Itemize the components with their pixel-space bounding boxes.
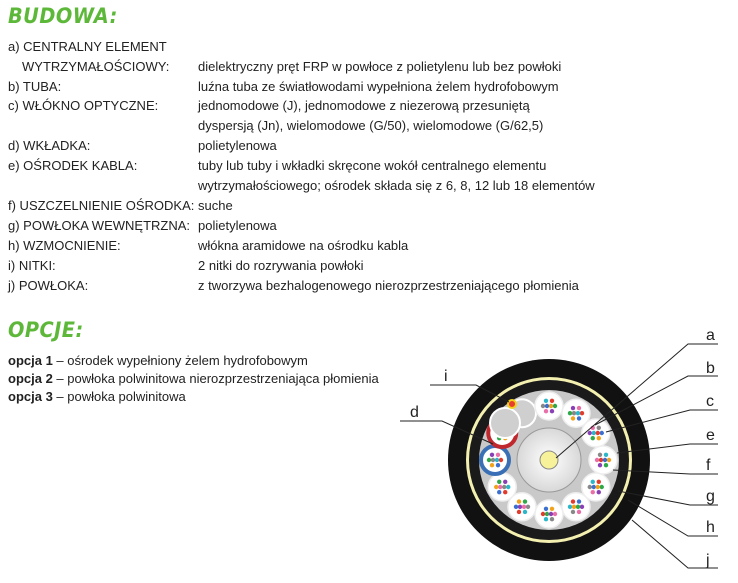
optical-fiber	[588, 431, 592, 435]
item-d-value: polietylenowa	[198, 138, 277, 153]
item-a-value: dielektryczny pręt FRP w powłoce z polietylenu lub bez powłoki	[198, 59, 562, 74]
callout-b: b	[706, 360, 715, 377]
item-i-value: 2 nitki do rozrywania powłoki	[198, 258, 364, 273]
ripcord	[508, 400, 516, 408]
optical-fiber	[603, 458, 607, 462]
optical-fiber	[544, 517, 548, 521]
optical-fiber	[600, 431, 604, 435]
item-b-value: luźna tuba ze światłowodami wypełniona żelem hydrofobowym	[198, 79, 559, 94]
option-3-name: opcja 3	[8, 389, 53, 404]
optical-fiber	[487, 458, 491, 462]
item-d-label: d) WKŁADKA:	[8, 138, 91, 153]
callout-i: i	[444, 368, 448, 385]
optical-fiber	[544, 399, 548, 403]
option-1-name: opcja 1	[8, 353, 53, 368]
callout-g: g	[706, 488, 715, 505]
optical-fiber	[572, 411, 576, 415]
optical-fiber	[604, 453, 608, 457]
optical-fiber	[597, 426, 601, 430]
callout-d: d	[410, 404, 419, 421]
budowa-heading: BUDOWA:	[8, 4, 118, 28]
optical-fiber	[577, 406, 581, 410]
item-f-label: f) USZCZELNIENIE OŚRODKA:	[8, 198, 195, 213]
optical-fiber	[591, 490, 595, 494]
optical-fiber	[580, 505, 584, 509]
optical-fiber	[506, 485, 510, 489]
optical-fiber	[496, 463, 500, 467]
item-e-value2: wytrzymałościowego; ośrodek składa się z 6, 8, 12 lub 18 elementów	[198, 178, 595, 193]
optical-fiber	[503, 480, 507, 484]
optical-fiber	[549, 512, 553, 516]
optical-fiber	[553, 512, 557, 516]
optical-fiber	[541, 404, 545, 408]
callout-a: a	[706, 327, 715, 344]
option-2-name: opcja 2	[8, 371, 53, 386]
optical-fiber	[572, 505, 576, 509]
optical-fiber	[491, 458, 495, 462]
callout-f: f	[706, 457, 711, 474]
optical-fiber	[497, 480, 501, 484]
optical-fiber	[497, 490, 501, 494]
optical-fiber	[592, 485, 596, 489]
optical-fiber	[598, 453, 602, 457]
option-2-text: – powłoka polwinitowa nierozprzestrzeniająca płomienia	[52, 371, 379, 386]
item-g-value: polietylenowa	[198, 218, 277, 233]
item-c-label: c) WŁÓKNO OPTYCZNE:	[8, 98, 159, 113]
item-i-label: i) NITKI:	[8, 258, 56, 273]
optical-fiber	[595, 458, 599, 462]
optical-fiber	[596, 431, 600, 435]
optical-fiber	[502, 485, 506, 489]
callout-h: h	[706, 519, 715, 536]
optical-fiber	[588, 485, 592, 489]
optical-fiber	[518, 505, 522, 509]
optical-fiber	[591, 480, 595, 484]
optical-fiber	[591, 436, 595, 440]
item-e-label: e) OŚRODEK KABLA:	[8, 158, 138, 173]
optical-fiber	[577, 416, 581, 420]
optical-fiber	[592, 431, 596, 435]
optical-fiber	[550, 399, 554, 403]
optical-fiber	[544, 409, 548, 413]
callout-c: c	[706, 393, 714, 410]
optical-fiber	[597, 490, 601, 494]
optical-fiber	[571, 510, 575, 514]
optical-fiber	[517, 499, 521, 503]
optical-fiber	[607, 458, 611, 462]
filler-insert	[490, 408, 520, 438]
optical-fiber	[517, 510, 521, 514]
item-j-value: z tworzywa bezhalogenowego nierozprzestrzeniającego płomienia	[198, 278, 579, 293]
item-f-value: suche	[198, 198, 233, 213]
optical-fiber	[571, 406, 575, 410]
optical-fiber	[503, 490, 507, 494]
item-h-value: włókna aramidowe na ośrodku kabla	[198, 238, 409, 253]
optical-fiber	[600, 485, 604, 489]
callout-j: j	[706, 552, 710, 569]
optical-fiber	[568, 411, 572, 415]
optical-fiber	[599, 458, 603, 462]
opcje-heading: OPCJE:	[8, 318, 84, 342]
item-c-value: jednomodowe (J), jednomodowe z niezerową przesuniętą	[198, 98, 530, 113]
optical-fiber	[596, 485, 600, 489]
optical-fiber	[496, 453, 500, 457]
optical-fiber	[523, 499, 527, 503]
optical-fiber	[576, 505, 580, 509]
optical-fiber	[526, 505, 530, 509]
optical-fiber	[598, 463, 602, 467]
optical-fiber	[571, 416, 575, 420]
optical-fiber	[544, 507, 548, 511]
optical-fiber	[550, 409, 554, 413]
item-g-label: g) POWŁOKA WEWNĘTRZNA:	[8, 218, 191, 233]
optical-fiber	[549, 404, 553, 408]
optical-fiber	[577, 510, 581, 514]
item-a-label: a) CENTRALNY ELEMENT	[8, 39, 167, 54]
optical-fiber	[541, 512, 545, 516]
optical-fiber	[498, 485, 502, 489]
item-c-value2: dyspersją (Jn), wielomodowe (G/50), wielomodowe (G/62,5)	[198, 118, 544, 133]
optical-fiber	[577, 499, 581, 503]
optical-fiber	[576, 411, 580, 415]
optical-fiber	[490, 463, 494, 467]
optical-fiber	[545, 404, 549, 408]
optical-fiber	[553, 404, 557, 408]
optical-fiber	[597, 480, 601, 484]
optical-fiber	[597, 436, 601, 440]
optical-fiber	[550, 507, 554, 511]
optical-fiber	[523, 510, 527, 514]
callout-e: e	[706, 427, 715, 444]
item-j-label: j) POWŁOKA:	[8, 278, 89, 293]
optical-fiber	[499, 458, 503, 462]
optical-fiber	[494, 485, 498, 489]
optical-fiber	[522, 505, 526, 509]
optical-fiber	[545, 512, 549, 516]
optical-fiber	[580, 411, 584, 415]
optical-fiber	[514, 505, 518, 509]
option-1-text: – ośrodek wypełniony żelem hydrofobowym	[52, 353, 308, 368]
optical-fiber	[604, 463, 608, 467]
optical-fiber	[568, 505, 572, 509]
optical-fiber	[550, 517, 554, 521]
item-a-label2: WYTRZYMAŁOŚCIOWY:	[22, 59, 170, 74]
item-b-label: b) TUBA:	[8, 79, 62, 94]
optical-fiber	[495, 458, 499, 462]
item-h-label: h) WZMOCNIENIE:	[8, 238, 121, 253]
item-e-value: tuby lub tuby i wkładki skręcone wokół centralnego elementu	[198, 158, 547, 173]
optical-fiber	[571, 499, 575, 503]
option-3-text: – powłoka polwinitowa	[52, 389, 186, 404]
optical-fiber	[490, 453, 494, 457]
